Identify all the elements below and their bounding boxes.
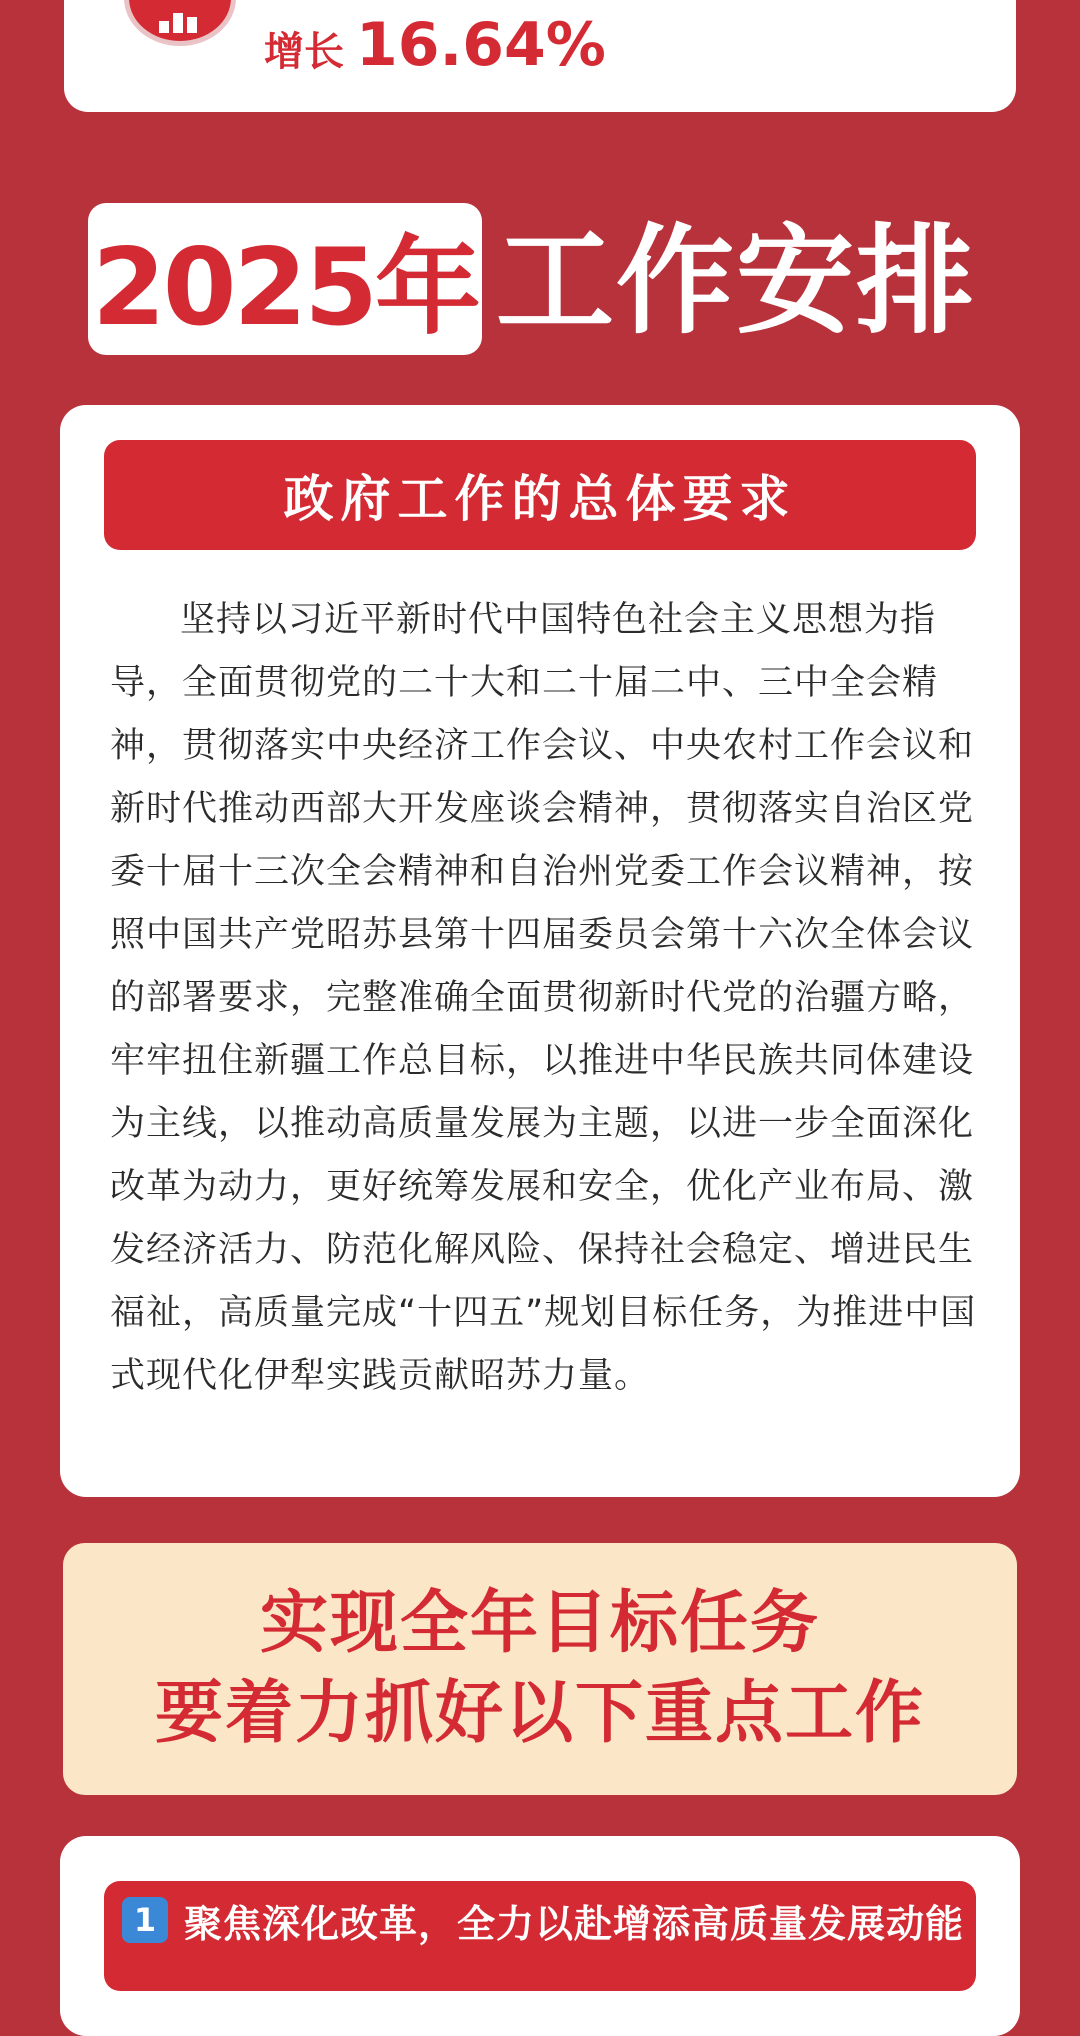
goal-line-2: 要着力抓好以下重点工作 (154, 1674, 925, 1753)
task-header (104, 1881, 976, 1991)
growth-label: 增长 (264, 29, 344, 75)
requirements-header (104, 440, 976, 550)
goal-banner (63, 1543, 1017, 1795)
task-card (60, 1836, 1020, 2036)
requirements-card (60, 405, 1020, 1497)
goal-line-1: 实现全年目标任务 (259, 1584, 820, 1663)
year-badge (88, 203, 482, 355)
growth-stat (264, 10, 606, 80)
year-text: 2025年 (91, 226, 479, 349)
requirements-title: 政府工作的总体要求 (283, 470, 797, 528)
requirements-body: 坚持以习近平新时代中国特色社会主义思想为指导，全面贯彻党的二十大和二十届二中、三中全会精神，贯彻落实中央经济工作会议、中央农村工作会议和新时代推动西部大开发座谈会精神，贯彻落实自治区党委十届十三次全会精神和自治州党委工作会议精神，按照中国共产党昭苏县第十四届委员会第十六次全体会议的部署要求，完整准确全面贯彻新时代党的治疆方略，牢牢扭住新疆工作总目标，以推进中华民族共同体建设为主线，以推动高质量发展为主题，以进一步全面深化改革为动力，更好统筹发展和安全，优化产业布局、激发经济活力、防范化解风险、保持社会稳定、增进民生福祉，高质量完成“十四五”规划目标任务，为推进中国式现代化伊犁实践贡献昭苏力量。 (110, 600, 977, 1396)
growth-value: 16.64% (356, 10, 606, 80)
number-one-icon: 1 (122, 1897, 168, 1943)
task-title: 聚焦深化改革，全力以赴增添高质量发展动能 (184, 1902, 965, 1946)
section-title: 工作安排 (496, 212, 977, 350)
